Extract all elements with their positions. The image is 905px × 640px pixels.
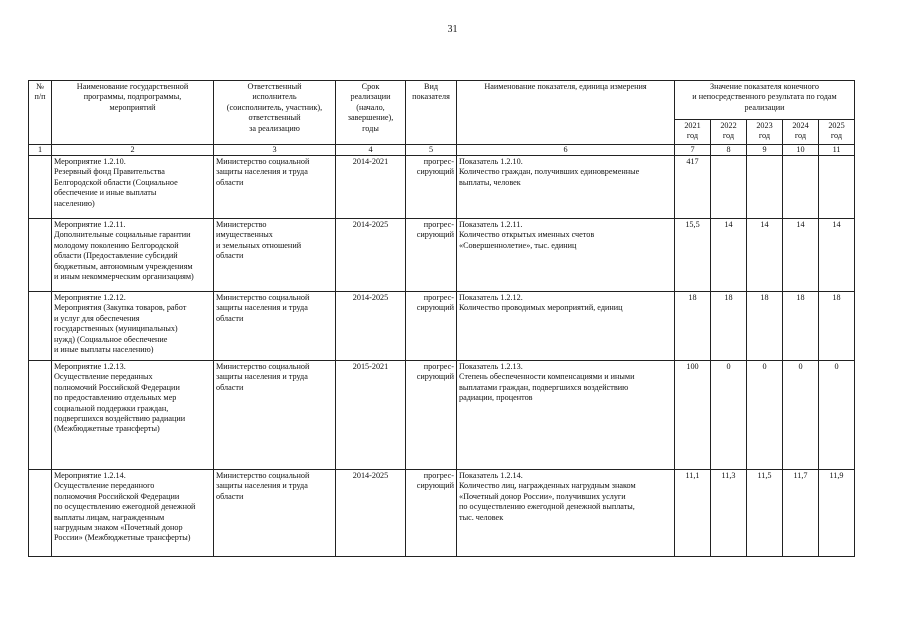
cell-value-2023: 18 xyxy=(747,292,783,361)
header-year-2023: 2023 год xyxy=(747,120,783,145)
header-responsible: Ответственный исполнитель (соисполнитель, участник), ответственный за реализацию xyxy=(214,81,336,145)
column-number: 8 xyxy=(711,145,747,156)
header-name: Наименование государственной программы, подпрограммы, мероприятий xyxy=(52,81,214,145)
table-row xyxy=(29,361,855,470)
cell-value-2022: 18 xyxy=(711,292,747,361)
cell-value-2023: 0 xyxy=(747,361,783,470)
header-year-2024: 2024 год xyxy=(783,120,819,145)
cell-no xyxy=(29,470,52,557)
program-table xyxy=(28,80,855,557)
cell-value-2024: 0 xyxy=(783,361,819,470)
cell-value-2021: 100 xyxy=(675,361,711,470)
header-year-2022: 2022 год xyxy=(711,120,747,145)
cell-value-2025: 18 xyxy=(819,292,855,361)
cell-name: Мероприятие 1.2.10. Резервный фонд Правительства Белгородской области (Социальное обеспечение и иные выплаты населению) xyxy=(52,156,214,219)
cell-responsible: Министерство социальной защиты населения и труда области xyxy=(214,156,336,219)
cell-value-2024: 18 xyxy=(783,292,819,361)
cell-responsible: Министерство социальной защиты населения и труда области xyxy=(214,470,336,557)
column-number: 4 xyxy=(336,145,406,156)
table-header-row xyxy=(29,81,855,120)
column-number: 6 xyxy=(457,145,675,156)
column-number: 11 xyxy=(819,145,855,156)
cell-name: Мероприятие 1.2.14. Осуществление переданного полномочия Российской Федерации по осуществлению ежегодной денежной выплаты лицам, награжденным нагрудным знаком «Почетный донор России» (Межбюджетные трансферты) xyxy=(52,470,214,557)
header-year-2025: 2025 год xyxy=(819,120,855,145)
column-number: 3 xyxy=(214,145,336,156)
cell-term: 2014-2025 xyxy=(336,292,406,361)
cell-value-2024: 14 xyxy=(783,219,819,292)
cell-value-2022: 0 xyxy=(711,361,747,470)
table-row xyxy=(29,156,855,219)
table-row xyxy=(29,219,855,292)
cell-indicator: Показатель 1.2.12. Количество проводимых мероприятий, единиц xyxy=(457,292,675,361)
cell-no xyxy=(29,156,52,219)
page-number: 31 xyxy=(447,24,458,35)
cell-type: прогрес- сирующий xyxy=(406,361,457,470)
column-number: 5 xyxy=(406,145,457,156)
cell-indicator: Показатель 1.2.13. Степень обеспеченности компенсациями и иными выплатами граждан, подвергшихся воздействию радиации, процентов xyxy=(457,361,675,470)
cell-name: Мероприятие 1.2.12. Мероприятия (Закупка товаров, работ и услуг для обеспечения государственных (муниципальных) нужд) (Социальное обеспечение и иные выплаты населению) xyxy=(52,292,214,361)
cell-responsible: Министерство социальной защиты населения и труда области xyxy=(214,292,336,361)
cell-type: прогрес- сирующий xyxy=(406,219,457,292)
column-number: 9 xyxy=(747,145,783,156)
header-values-title: Значение показателя конечного и непосредственного результата по годам реализации xyxy=(675,81,855,120)
cell-value-2021: 15,5 xyxy=(675,219,711,292)
table-row xyxy=(29,470,855,557)
cell-name: Мероприятие 1.2.11. Дополнительные социальные гарантии молодому поколению Белгородской области (Предоставление субсидий бюджетным, автономным учреждениям и иным некоммерческим организациям) xyxy=(52,219,214,292)
header-no: № п/п xyxy=(29,81,52,145)
column-number-row xyxy=(29,145,855,156)
header-year-2021: 2021 год xyxy=(675,120,711,145)
cell-no xyxy=(29,219,52,292)
cell-value-2023: 14 xyxy=(747,219,783,292)
cell-indicator: Показатель 1.2.14. Количество лиц, награжденных нагрудным знаком «Почетный донор России», получивших услуги по осуществлению ежегодной денежной выплаты, тыс. человек xyxy=(457,470,675,557)
cell-value-2021: 18 xyxy=(675,292,711,361)
cell-value-2022: 11,3 xyxy=(711,470,747,557)
cell-value-2021: 11,1 xyxy=(675,470,711,557)
cell-term: 2014-2025 xyxy=(336,219,406,292)
cell-name: Мероприятие 1.2.13. Осуществление переданных полномочий Российской Федерации по предоставлению отдельных мер социальной поддержки граждан, подвергшихся воздействию радиации (Межбюджетные трансферты) xyxy=(52,361,214,470)
cell-value-2021: 417 xyxy=(675,156,711,219)
cell-indicator: Показатель 1.2.11. Количество открытых именных счетов «Совершеннолетие», тыс. единиц xyxy=(457,219,675,292)
column-number: 2 xyxy=(52,145,214,156)
table-row xyxy=(29,292,855,361)
cell-type: прогрес- сирующий xyxy=(406,292,457,361)
cell-responsible: Министерство имущественных и земельных отношений области xyxy=(214,219,336,292)
cell-indicator: Показатель 1.2.10. Количество граждан, получивших единовременные выплаты, человек xyxy=(457,156,675,219)
cell-responsible: Министерство социальной защиты населения и труда области xyxy=(214,361,336,470)
cell-term: 2014-2025 xyxy=(336,470,406,557)
cell-value-2024: 11,7 xyxy=(783,470,819,557)
cell-term: 2015-2021 xyxy=(336,361,406,470)
cell-value-2025: 11,9 xyxy=(819,470,855,557)
cell-value-2025 xyxy=(819,156,855,219)
header-indicator: Наименование показателя, единица измерения xyxy=(457,81,675,145)
cell-value-2025: 14 xyxy=(819,219,855,292)
column-number: 1 xyxy=(29,145,52,156)
cell-no xyxy=(29,361,52,470)
cell-value-2023 xyxy=(747,156,783,219)
cell-value-2025: 0 xyxy=(819,361,855,470)
cell-term: 2014-2021 xyxy=(336,156,406,219)
column-number: 10 xyxy=(783,145,819,156)
cell-value-2022: 14 xyxy=(711,219,747,292)
cell-value-2024 xyxy=(783,156,819,219)
column-number: 7 xyxy=(675,145,711,156)
header-type: Вид показателя xyxy=(406,81,457,145)
header-term: Срок реализации (начало, завершение), годы xyxy=(336,81,406,145)
cell-type: прогрес- сирующий xyxy=(406,156,457,219)
cell-value-2022 xyxy=(711,156,747,219)
cell-value-2023: 11,5 xyxy=(747,470,783,557)
cell-no xyxy=(29,292,52,361)
cell-type: прогрес- сирующий xyxy=(406,470,457,557)
